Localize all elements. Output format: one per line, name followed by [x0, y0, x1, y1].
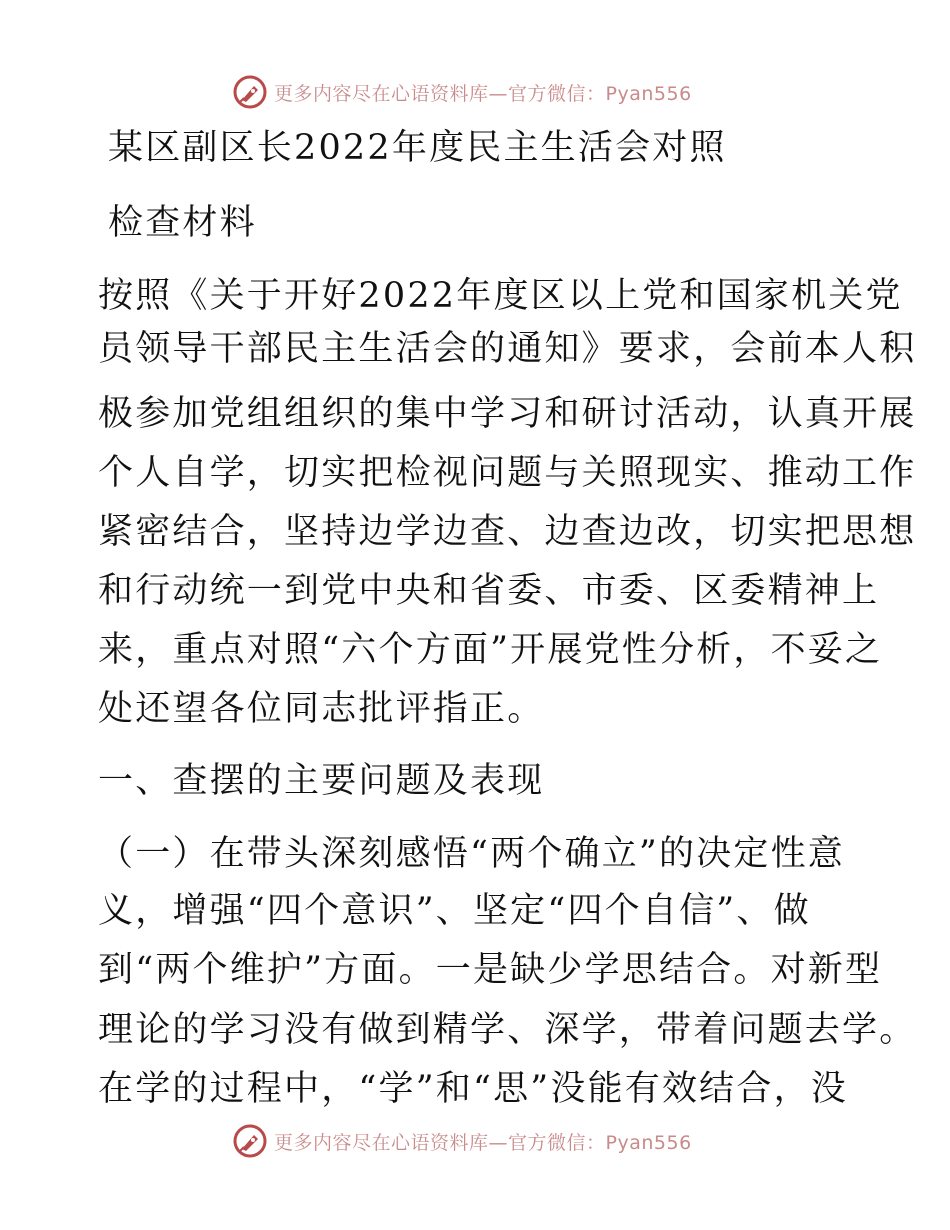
watermark-text: 更多内容尽在心语资料库—官方微信：Pyan556 — [274, 1131, 692, 1154]
body-line-13: 在学的过程中，“学”和“思”没能有效结合，没 — [98, 1069, 848, 1109]
body-line-12: 理论的学习没有做到精学、深学，带着问题去学。 — [98, 1010, 917, 1050]
body-line-11: 到“两个维护”方面。一是缺少学思结合。对新型 — [98, 950, 883, 990]
pen-nib-logo-icon — [232, 1123, 268, 1159]
watermark-banner-top — [232, 72, 692, 112]
section-heading-1: 一、查摆的主要问题及表现 — [98, 761, 545, 801]
body-line-7: 来，重点对照“六个方面”开展党性分析，不妥之 — [98, 630, 883, 670]
watermark-text: 更多内容尽在心语资料库—官方微信：Pyan556 — [274, 82, 692, 105]
body-line-3: 极参加党组组织的集中学习和研讨活动，认真开展 — [98, 394, 917, 434]
body-line-6: 和行动统一到党中央和省委、市委、区委精神上 — [98, 571, 880, 611]
body-line-9: （一）在带头深刻感悟“两个确立”的决定性意 — [98, 834, 845, 874]
pen-nib-logo-icon — [232, 74, 268, 110]
body-line-4: 个人自学，切实把检视问题与关照现实、推动工作 — [98, 453, 917, 493]
body-line-10: 义，增强“四个意识”、坚定“四个自信”、做 — [98, 891, 811, 931]
watermark-banner-bottom — [232, 1121, 692, 1161]
doc-title-line-1: 某区副区长2022年度民主生活会对照 — [108, 128, 727, 168]
doc-title-line-2: 检查材料 — [108, 203, 257, 243]
body-line-1: 按照《关于开好2022年度区以上党和国家机关党 — [98, 276, 903, 316]
body-line-8: 处还望各位同志批评指正。 — [98, 689, 545, 729]
body-line-2: 员领导干部民主生活会的通知》要求，会前本人积 — [98, 329, 917, 369]
body-line-5: 紧密结合，坚持边学边查、边查边改，切实把思想 — [98, 512, 917, 552]
